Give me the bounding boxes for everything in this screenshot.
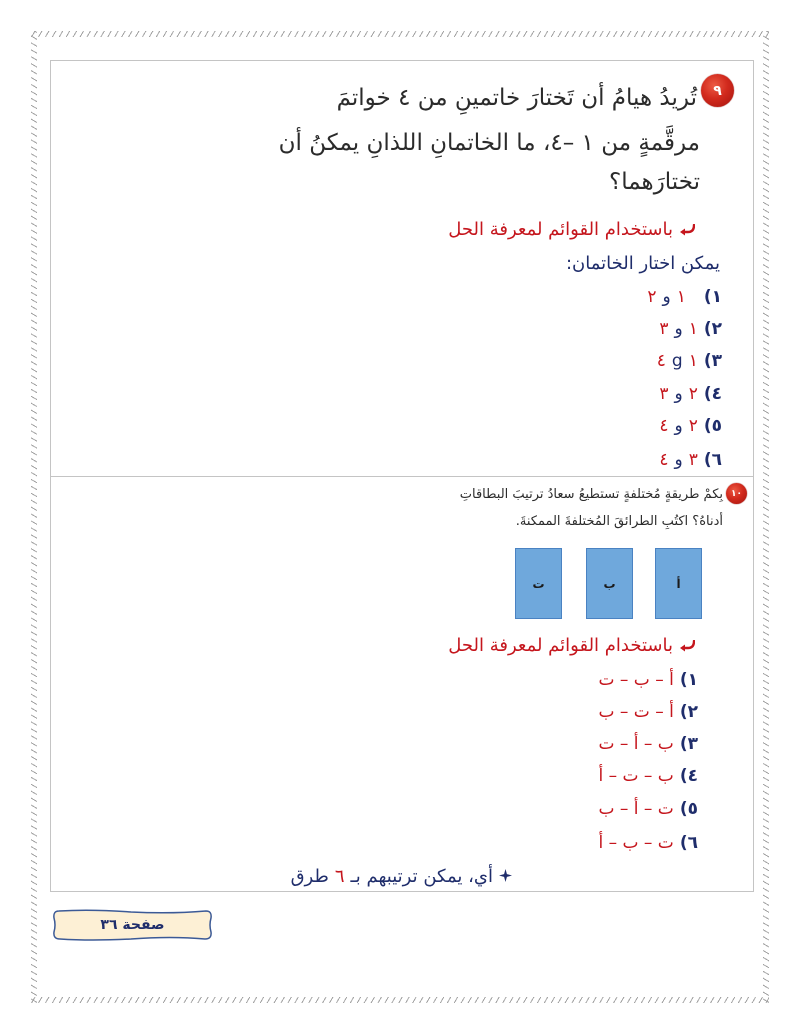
ring-pair-item <box>659 383 722 405</box>
letter-card: ب <box>586 548 633 619</box>
item-second: ٤ <box>659 450 669 470</box>
item-number: ١) <box>703 287 722 307</box>
item-number: ٣) <box>679 734 698 754</box>
item-first: ٣ <box>688 450 698 470</box>
question-9-line-2: مرقَّمةٍ من ١ –٤، ما الخاتمانِ اللذانِ يمكنُ أن <box>278 130 700 156</box>
letter-card: ت <box>515 548 562 619</box>
item-first: ١ <box>688 351 698 371</box>
question-10-badge: ١٠ <box>726 483 747 504</box>
answer-summary <box>291 865 512 889</box>
star-bullet-icon <box>499 865 512 889</box>
summary-suffix: طرق <box>290 866 329 887</box>
item-number: ٣) <box>703 351 722 371</box>
ring-pair-item <box>659 318 722 340</box>
method-text: باستخدام القوائم لمعرفة الحل <box>448 635 673 656</box>
item-first: ١ <box>676 287 686 307</box>
item-second: ٣ <box>659 319 669 339</box>
question-10-line-1: بِكمْ طريقةٍ مُختلفةٍ تستطيعُ سعادُ ترتيبَ البطاقاتِ <box>459 487 723 502</box>
item-number: ٥) <box>679 799 698 819</box>
item-arrangement: ب – أ – ت <box>598 734 674 754</box>
item-first: ١ <box>688 319 698 339</box>
item-second: ٢ <box>647 287 657 307</box>
item-number: ٢) <box>703 319 722 339</box>
page-frame-bottom <box>31 997 769 1003</box>
arrangement-item <box>598 765 698 787</box>
page-number-text: صفحة ٣٦ <box>100 917 165 933</box>
item-number: ٢) <box>679 702 698 722</box>
question-10-line-2: أدناهُ؟ اكتُبِ الطرائقَ المُختلفةَ الممكنةَ. <box>515 514 723 529</box>
section-divider <box>50 476 754 477</box>
item-conjunction: و <box>674 416 683 436</box>
summary-prefix: أي، يمكن ترتيبهم بـ <box>350 866 493 887</box>
ring-pair-item <box>659 449 722 471</box>
method-text: باستخدام القوائم لمعرفة الحل <box>448 219 673 240</box>
summary-count: ٦ <box>334 866 345 887</box>
arrangement-item <box>598 701 698 723</box>
item-second: ٤ <box>656 351 666 371</box>
item-arrangement: أ – ب – ت <box>598 670 674 690</box>
question-9-intro: يمكن اختار الخاتمان: <box>565 253 720 274</box>
letter-card: أ <box>655 548 702 619</box>
curved-arrow-icon <box>679 224 695 236</box>
question-10-method <box>448 634 695 658</box>
item-conjunction: g <box>671 351 683 371</box>
page-frame-top <box>31 31 769 37</box>
item-arrangement: أ – ت – ب <box>598 702 674 722</box>
question-9-line-1: تُريدُ هيامُ أن تَختارَ خاتمينِ من ٤ خواتمَ <box>336 85 697 111</box>
item-conjunction: و <box>674 450 683 470</box>
page-frame-right <box>763 31 769 1003</box>
arrangement-item <box>598 669 698 691</box>
question-9-badge: ٩ <box>701 74 734 107</box>
page-number-label <box>51 908 214 942</box>
question-9-line-3: تختارَهما؟ <box>609 169 700 195</box>
item-number: ٦) <box>679 833 698 853</box>
item-second: ٤ <box>659 416 669 436</box>
question-9-method <box>448 218 695 242</box>
item-number: ٦) <box>703 450 722 470</box>
item-second: ٣ <box>659 384 669 404</box>
arrangement-item <box>598 798 698 820</box>
item-arrangement: ب – ت – أ <box>598 766 674 786</box>
ring-pair-item <box>659 415 722 437</box>
item-conjunction: و <box>662 287 671 307</box>
page-frame-left <box>31 31 37 1003</box>
item-conjunction: و <box>674 384 683 404</box>
item-conjunction: و <box>674 319 683 339</box>
item-number: ٥) <box>703 416 722 436</box>
ring-pair-item <box>657 350 722 372</box>
arrangement-item <box>598 832 698 854</box>
item-arrangement: ت – أ – ب <box>598 799 674 819</box>
arrangement-item <box>598 733 698 755</box>
curved-arrow-icon <box>679 640 695 652</box>
item-number: ٤) <box>679 766 698 786</box>
item-first: ٢ <box>688 416 698 436</box>
item-arrangement: ت – ب – أ <box>598 833 674 853</box>
item-number: ٤) <box>703 384 722 404</box>
ring-pair-item <box>647 286 722 308</box>
item-number: ١) <box>679 670 698 690</box>
item-first: ٢ <box>688 384 698 404</box>
